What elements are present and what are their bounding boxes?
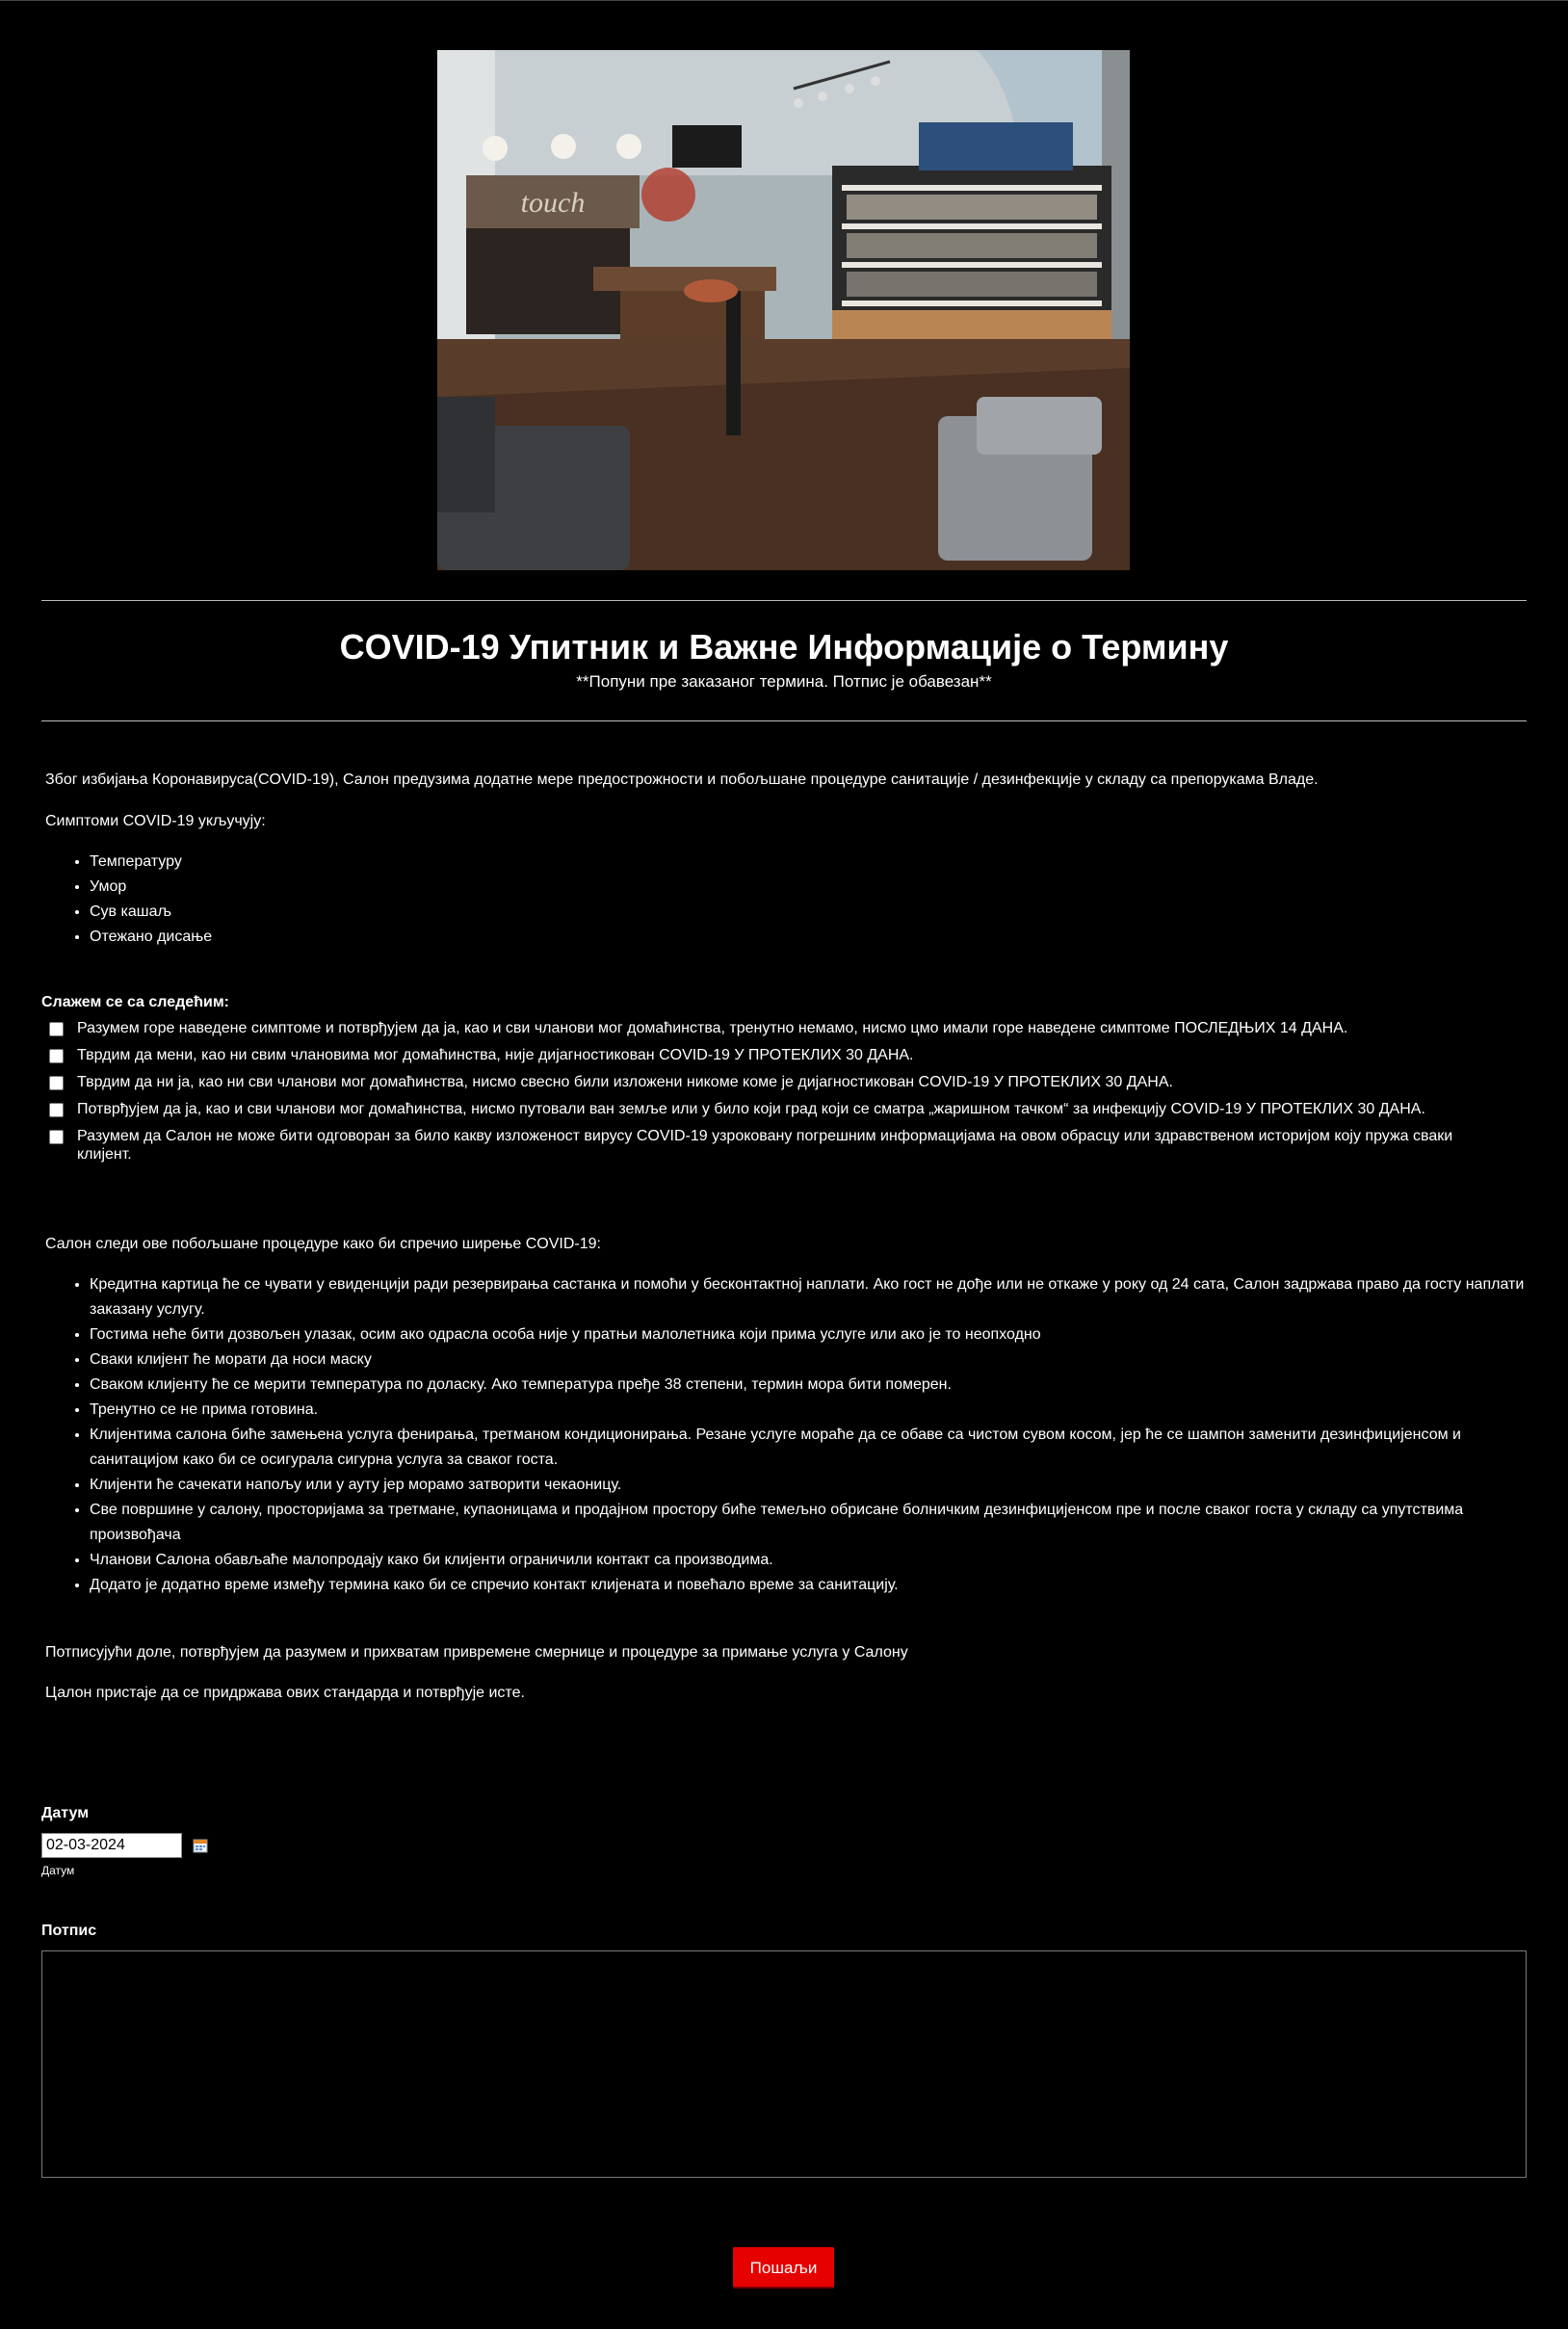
top-border xyxy=(0,0,1568,1)
agreement-checklist xyxy=(47,1019,1492,1172)
intro-paragraph: Због избијања Коронавируса(COVID-19), Салон предузима додатне мере предострожности и побољшане процедуре санитације / дезинфекције у складу са препорукама Владе. xyxy=(45,772,1319,788)
header-bottom-rule xyxy=(41,720,1527,721)
list-item: • Кредитна картица ће се чувати у евиденцији ради резервирања састанка и помоћи у бесконтактној наплати. Ако гост не дође или не откаже у року од 24 сата, Салон задржава право да госту наплати заказану услугу. xyxy=(90,1272,1544,1322)
date-label: Датум xyxy=(41,1805,90,1821)
agreement-option[interactable] xyxy=(47,1046,1492,1064)
procedures-list xyxy=(45,1272,1544,1598)
list-item: • Сваки клијент ће морати да носи маску xyxy=(90,1348,1544,1373)
list-item: • Чланови Салона обављаће малопродају како би клијенти ограничили контакт са производима. xyxy=(90,1548,1544,1573)
checkbox[interactable] xyxy=(49,1022,64,1036)
salon-interior-photo xyxy=(437,50,1130,570)
agreement-option[interactable] xyxy=(47,1100,1492,1118)
list-item: • Тренутно се не прима готовина. xyxy=(90,1398,1544,1423)
checkbox-label: Потврђујем да ја, као и сви чланови мог домаћинства, нисмо путовали ван земље или у било који град који се сматра „жаришном тачком“ за инфекцију COVID-19 У ПРОТЕКЛИХ 30 ДАНА. xyxy=(77,1101,1425,1117)
agreement-option[interactable] xyxy=(47,1073,1492,1091)
submit-button[interactable]: Пошаљи xyxy=(733,2247,834,2289)
symptoms-heading: Симптоми COVID-19 укључују: xyxy=(45,813,266,829)
list-item: • Клијенти ће сачекати напољу или у ауту јер морамо затворити чекаоницу. xyxy=(90,1473,1544,1498)
checkbox[interactable] xyxy=(49,1076,64,1090)
checkbox-label: Разумем да Салон не може бити одговоран за било какву изложеност вирусу COVID-19 узроковану погрешним информацијама на овом обрасцу или здравственом историјом коју пружа сваки клијент. xyxy=(77,1128,1453,1163)
list-item: • Сув кашаљ xyxy=(90,900,212,925)
salon-logo-text: touch xyxy=(520,187,586,219)
checkbox-label: Тврдим да мени, као ни свим члановима мог домаћинства, није дијагностикован COVID-19 У ПРОТЕКЛИХ 30 ДАНА. xyxy=(77,1047,914,1063)
checkbox[interactable] xyxy=(49,1049,64,1063)
list-item: • Умор xyxy=(90,875,212,900)
closing-line-1: Потписујући доле, потврђујем да разумем и прихватам привремене смернице и процедуре за примање услуга у Салону xyxy=(45,1644,908,1661)
page-subtitle: **Попуни пре заказаног термина. Потпис је обавезан** xyxy=(576,672,992,691)
symptoms-list xyxy=(45,850,212,950)
agreement-heading: Слажем се са следећим: xyxy=(41,994,229,1010)
hero-image xyxy=(437,50,1130,570)
checkbox-label: Тврдим да ни ја, као ни сви чланови мог домаћинства, нисмо свесно били изложени никоме коме је дијагностикован COVID-19 У ПРОТЕКЛИХ 30 ДАНА. xyxy=(77,1074,1173,1090)
list-item: • Отежано дисање xyxy=(90,925,212,950)
signature-label: Потпис xyxy=(41,1923,97,1939)
checkbox[interactable] xyxy=(49,1103,64,1117)
agreement-option[interactable] xyxy=(47,1019,1492,1037)
list-item: • Сваком клијенту ће се мерити температура по доласку. Ако температура пређе 38 степени, термин мора бити померен. xyxy=(90,1373,1544,1398)
checkbox[interactable] xyxy=(49,1130,64,1144)
date-input[interactable]: 02-03-2024 xyxy=(41,1833,182,1858)
signature-pad[interactable] xyxy=(41,1950,1527,2178)
list-item: • Гостима неће бити дозвољен улазак, осим ако одрасла особа није у пратњи малолетника који прима услуге или ако је то неопходно xyxy=(90,1322,1544,1348)
agreement-option[interactable] xyxy=(47,1127,1492,1164)
list-item: • Клијентима салона биће замењена услуга фенирања, третманом кондиционирања. Резане услуге мораће да се обаве са чистом сувом косом, јер ће се шампон заменити дезинфицијенсом и санитацијом како би се осигурала сигурна услуга за сваког госта. xyxy=(90,1423,1544,1473)
header-top-rule xyxy=(41,600,1527,601)
list-item: • Температуру xyxy=(90,850,212,875)
date-sublabel: Датум xyxy=(41,1864,75,1877)
calendar-icon[interactable] xyxy=(193,1838,208,1853)
checkbox-label: Разумем горе наведене симптоме и потврђујем да ја, као и сви чланови мог домаћинства, тренутно немамо, нисмо цмо имали горе наведене симптоме ПОСЛЕДЊИХ 14 ДАНА. xyxy=(77,1020,1348,1036)
list-item: • Све површине у салону, просторијама за третмане, купаоницама и продајном простору биће темељно обрисане болничким дезинфицијенсом пре и после сваког госта у складу са упутствима произвођача xyxy=(90,1498,1544,1548)
list-item: • Додато је додатно време између термина како би се спречио контакт клијената и повећало време за санитацију. xyxy=(90,1573,1544,1598)
procedures-heading: Салон следи ове побољшане процедуре како би спречио ширење COVID-19: xyxy=(45,1236,601,1252)
page-title: COVID-19 Упитник и Важне Информације о Термину xyxy=(339,627,1229,667)
closing-line-2: Цалон пристаје да се придржава ових стандарда и потврђује исте. xyxy=(45,1685,525,1701)
